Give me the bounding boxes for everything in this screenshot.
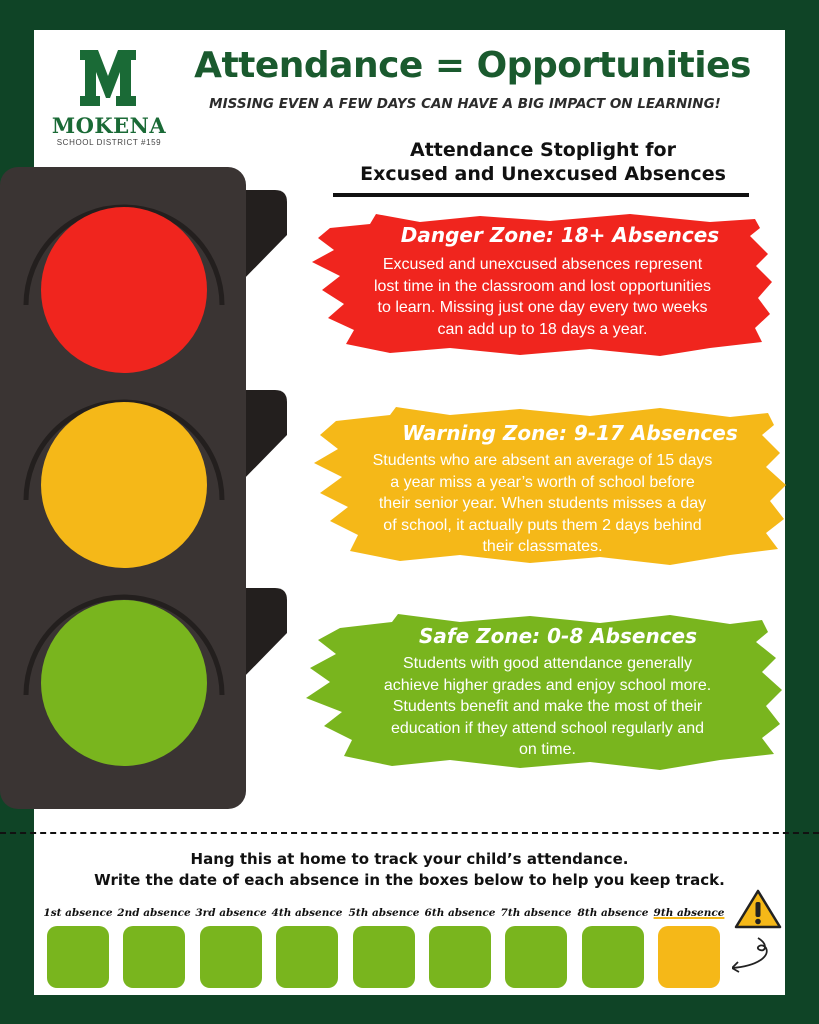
absence-box-6[interactable] (429, 926, 491, 988)
absence-label-1: 1st absence (43, 907, 113, 919)
warning-zone-line: a year miss a year’s worth of school before (390, 473, 695, 491)
absence-label-7: 7th absence (500, 907, 572, 919)
heading-underline (333, 193, 749, 197)
danger-zone-text (315, 254, 770, 340)
absence-box-8[interactable] (582, 926, 644, 988)
absence-box-7[interactable] (505, 926, 567, 988)
warning-zone-line: their classmates. (482, 538, 603, 555)
absence-label-9: 9th absence (653, 907, 725, 919)
warning-zone-line: Students who are absent an average of 15 days (372, 452, 713, 469)
mokena-logo-m (78, 46, 138, 110)
cut-line-divider (0, 832, 819, 834)
red-light (41, 207, 207, 373)
absence-box-5[interactable] (353, 926, 415, 988)
warning-zone-text (315, 450, 770, 558)
logo-district: SCHOOL DISTRICT #159 (56, 138, 162, 147)
safe-zone-title: Safe Zone: 0-8 Absences (418, 624, 698, 648)
safe-zone-line: achieve higher grades and enjoy school more. (383, 676, 712, 694)
traffic-light-illustration (0, 165, 300, 815)
danger-zone-title: Danger Zone: 18+ Absences (400, 223, 720, 247)
tracker-instruction-line1: Hang this at home to track your child’s attendance. (190, 850, 629, 868)
absence-label-2: 2nd absence (117, 907, 191, 919)
warning-zone-title: Warning Zone: 9-17 Absences (402, 421, 738, 445)
safe-zone-line: education if they attend school regularly and (390, 719, 705, 737)
warning-zone-line: their senior year. When students misses a day (378, 495, 707, 512)
danger-zone-line: Excused and unexcused absences represent (382, 256, 703, 273)
tracker-instruction-line2: Write the date of each absence in the boxes below to help you keep track. (94, 871, 725, 889)
page-title: Attendance = Opportunities (194, 45, 751, 86)
absence-box-2[interactable] (123, 926, 185, 988)
logo-wordmark: MOKENA (51, 113, 167, 138)
safe-zone-line: Students benefit and make the most of their (392, 698, 703, 715)
stoplight-heading (335, 138, 751, 186)
absence-label-6: 6th absence (424, 907, 496, 919)
absence-label-5: 5th absence (348, 907, 420, 919)
stoplight-heading-line2: Excused and Unexcused Absences (360, 163, 726, 185)
danger-zone-line: can add up to 18 days a year. (437, 320, 648, 338)
safe-zone-text (320, 653, 775, 761)
tracker-instructions (34, 849, 785, 891)
warning-triangle-icon (732, 888, 784, 976)
absence-label-3: 3rd absence (195, 907, 267, 919)
danger-zone-line: to learn. Missing just one day every two weeks (377, 299, 708, 316)
warning-zone-line: of school, it actually puts them 2 days behind (383, 516, 702, 534)
absence-box-9[interactable] (658, 926, 720, 988)
page-subtitle: MISSING EVEN A FEW DAYS CAN HAVE A BIG IMPACT ON LEARNING! (209, 96, 721, 112)
safe-zone-line: on time. (519, 741, 576, 758)
absence-box-3[interactable] (200, 926, 262, 988)
absence-box-4[interactable] (276, 926, 338, 988)
stoplight-heading-line1: Attendance Stoplight for (410, 139, 676, 161)
yellow-light (41, 402, 207, 568)
absence-box-1[interactable] (47, 926, 109, 988)
safe-zone-line: Students with good attendance generally (402, 655, 693, 672)
absence-label-8: 8th absence (577, 907, 649, 919)
absence-label-4: 4th absence (271, 907, 343, 919)
green-light (41, 600, 207, 766)
danger-zone-line: lost time in the classroom and lost opportunities (373, 277, 712, 295)
